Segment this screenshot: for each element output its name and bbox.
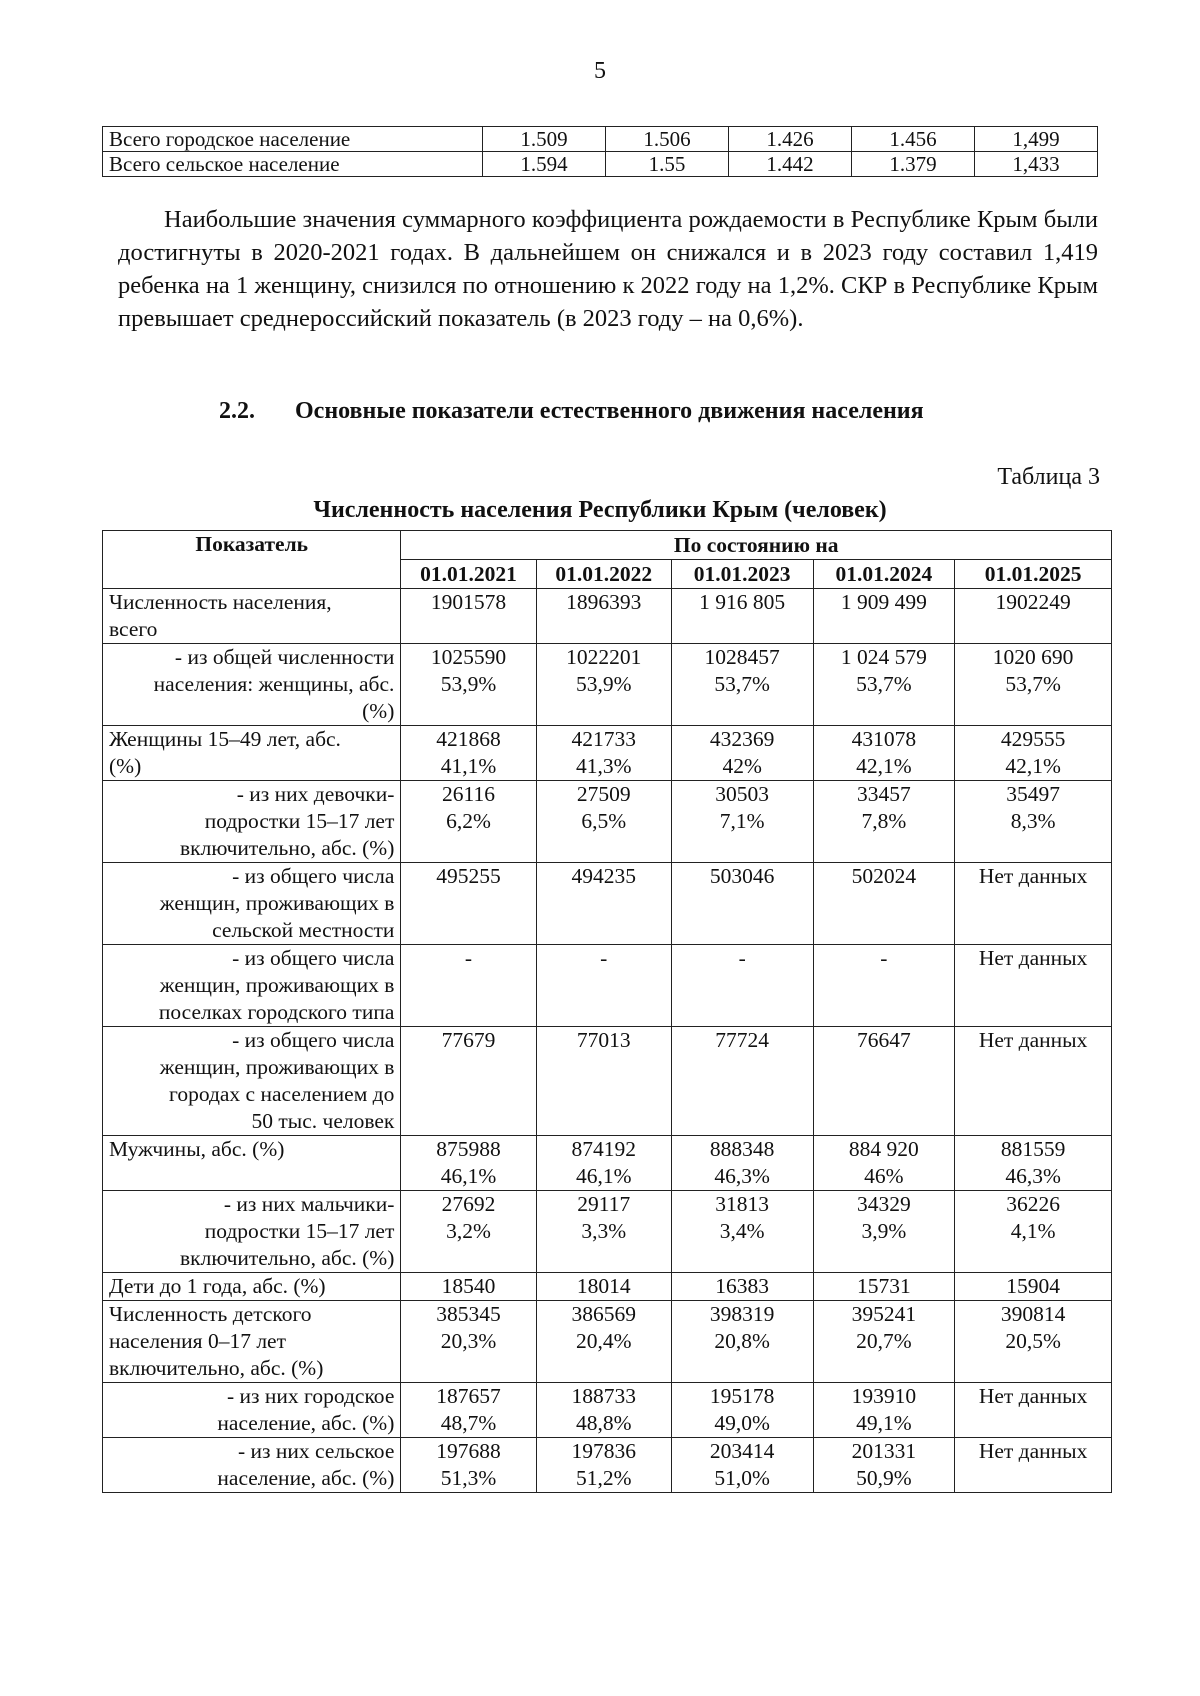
cell-value: 1901578 [430,590,507,614]
cell-value: Нет данных [978,864,1088,888]
table-cell: 1.55 [606,152,729,177]
table-cell [536,1136,671,1191]
cell-value: 395241 [851,1302,917,1326]
row-label [103,1383,401,1438]
row-label [103,1027,401,1136]
cell-value: Нет данных [978,1028,1088,1052]
row-label-line: - из общей численности [174,645,395,669]
row-label-line: сельской местности [212,918,395,942]
cell-value: 20,7% [856,1329,912,1353]
table-cell: 1.442 [729,152,852,177]
table-cell [955,589,1112,644]
row-label-line: Дети до 1 года, абс. (%) [109,1274,326,1298]
row-label-line: (%) [109,754,142,778]
cell-value: 27509 [576,782,631,806]
cell-value: 29117 [577,1192,631,1216]
table-cell [813,1301,955,1383]
table-title: Численность населения Республики Крым (человек) [313,497,887,523]
table-cell: 1,499 [975,127,1098,152]
cell-value: 50,9% [856,1466,912,1490]
table-cell [401,1301,536,1383]
cell-value: 494235 [571,864,636,888]
table-cell [401,945,536,1027]
cell-value: 201331 [851,1439,917,1463]
table-cell [671,1027,813,1136]
row-label-line: подростки 15–17 лет [204,809,395,833]
row-label [103,1438,401,1493]
cell-value: 8,3% [1010,809,1056,833]
cell-value: 46,1% [575,1164,632,1188]
row-label-line: женщин, проживающих в [159,973,395,997]
row-label-line: - из них городское [227,1384,395,1408]
table-cell [671,863,813,945]
row-label-line: женщин, проживающих в [159,1055,395,1079]
table-cell: 1,433 [975,152,1098,177]
cell-value: 51,2% [575,1466,632,1490]
table-cell [401,1273,536,1301]
cell-value: 3,9% [861,1219,907,1243]
row-label [103,1136,401,1191]
table-cell [536,781,671,863]
section-title: Основные показатели естественного движения населения [295,398,924,424]
cell-value: 888348 [709,1137,775,1161]
header-date: 01.01.2022 [536,560,671,589]
cell-value: 1 916 805 [699,590,786,614]
cell-value: 46% [864,1164,904,1188]
header-date: 01.01.2021 [401,560,536,589]
cell-value: 881559 [1000,1137,1066,1161]
cell-value: 421868 [436,727,501,751]
table-cell: 1.426 [729,127,852,152]
row-label-line: - из общего числа [232,864,395,888]
cell-value: 48,7% [440,1411,497,1435]
cell-value: 6,5% [581,809,627,833]
cell-value: 187657 [436,1384,501,1408]
cell-value: 31813 [715,1192,770,1216]
table-cell [401,1383,536,1438]
row-label [103,1273,401,1301]
table-cell [955,726,1112,781]
table-row [103,1273,1112,1301]
table-cell [536,1438,671,1493]
cell-value: 1902249 [995,590,1071,614]
cell-value: 3,4% [719,1219,765,1243]
cell-value: 51,3% [440,1466,497,1490]
cell-value: 53,7% [856,672,912,696]
table-caption: Таблица 3 [997,464,1100,490]
row-label [103,589,401,644]
header-group: По состоянию на [401,531,1112,560]
cell-value: 1022201 [566,645,642,669]
table-row [103,589,1112,644]
row-label [103,644,401,726]
table-row [103,945,1112,1027]
table-cell [536,726,671,781]
row-label-line: населения: женщины, абс. [153,672,395,696]
table-row [103,127,1098,152]
table-cell [955,1438,1112,1493]
row-label [103,1191,401,1273]
table-cell [813,1383,955,1438]
page-number: 5 [594,58,606,84]
table-cell [671,589,813,644]
cell-value: Нет данных [978,1384,1088,1408]
table-cell [536,1191,671,1273]
cell-value: - [464,946,473,970]
cell-value: 390814 [1000,1302,1066,1326]
table-cell [955,1301,1112,1383]
row-label-line: всего [109,617,158,641]
table-cell [536,863,671,945]
cell-value: 20,8% [714,1329,770,1353]
table-cell [671,1383,813,1438]
row-label-line: поселках городского типа [158,1000,395,1024]
table-cell [536,945,671,1027]
table-cell [401,726,536,781]
continued-table [102,126,1098,177]
table-cell [671,726,813,781]
cell-value: 203414 [709,1439,775,1463]
table-row [103,1301,1112,1383]
cell-value: 27692 [441,1192,496,1216]
header-date: 01.01.2024 [813,560,955,589]
cell-value: 1 024 579 [840,645,927,669]
row-label [103,781,401,863]
table-cell [813,1136,955,1191]
cell-value: Нет данных [978,946,1088,970]
table-cell [401,1136,536,1191]
cell-value: 1896393 [566,590,642,614]
table-row [103,1027,1112,1136]
row-label-line: женщин, проживающих в [159,891,395,915]
cell-value: 53,9% [575,672,632,696]
row-label [103,945,401,1027]
table-cell [813,726,955,781]
cell-value: 26116 [442,782,495,806]
table-cell [401,1438,536,1493]
cell-value: 421733 [571,727,636,751]
cell-value: 3,3% [581,1219,627,1243]
row-label [103,726,401,781]
table-cell [955,863,1112,945]
table-cell: 1.379 [852,152,975,177]
cell-value: 188733 [571,1384,636,1408]
table-cell [813,1027,955,1136]
cell-value: 36226 [1006,1192,1060,1216]
table-cell [955,945,1112,1027]
table-cell: 1.506 [606,127,729,152]
row-label-line: включительно, абс. (%) [180,1246,395,1270]
row-label-line: - из них девочки- [236,782,395,806]
table-cell [401,589,536,644]
table-cell [671,644,813,726]
cell-value: 42% [722,754,762,778]
cell-value: 874192 [571,1137,636,1161]
header-indicator: Показатель [103,531,401,589]
paragraph-text: Наибольшие значения суммарного коэффициента рождаемости в Республике Крым были достигнуты в 2020-2021 годах. В дальнейшем он снижался и в 2023 году составил 1,419 ребенка на 1 женщину, снизился по отношению к 2022 году на 1,2%. СКР в Республике Крым превышает среднероссийский показатель (в 2023 году – на 0,6%). [118,206,1098,332]
cell-value: 46,3% [1005,1164,1061,1188]
table-cell [671,1438,813,1493]
cell-value: 46,1% [440,1164,497,1188]
cell-value: 20,5% [1005,1329,1061,1353]
table-row [103,1383,1112,1438]
cell-value: 15731 [856,1274,911,1298]
table-cell [536,589,671,644]
cell-value: 42,1% [1005,754,1061,778]
table-row [103,1136,1112,1191]
cell-value: 48,8% [575,1411,632,1435]
cell-value: 20,3% [440,1329,497,1353]
row-label-line: населения 0–17 лет [109,1329,286,1353]
row-label-line: 50 тыс. человек [251,1109,395,1133]
row-label-line: - из них мальчики- [223,1192,395,1216]
cell-value: 77724 [715,1028,770,1052]
cell-value: 34329 [856,1192,911,1216]
table-row [103,152,1098,177]
cell-value: 386569 [571,1302,636,1326]
cell-value: 49,1% [856,1411,912,1435]
cell-value: 503046 [709,864,775,888]
cell-value: 18540 [441,1274,496,1298]
row-label-line: Женщины 15–49 лет, абс. [109,727,341,751]
row-label-line: (%) [362,699,395,723]
row-label-line: Мужчины, абс. (%) [109,1137,285,1161]
cell-value: 15904 [1006,1274,1060,1298]
row-label-line: подростки 15–17 лет [204,1219,395,1243]
cell-value: 77679 [441,1028,496,1052]
table-row [103,863,1112,945]
cell-value: 7,1% [719,809,765,833]
table-cell [813,1273,955,1301]
cell-value: 76647 [856,1028,911,1052]
cell-value: 42,1% [856,754,912,778]
cell-value: 1028457 [704,645,780,669]
table-cell: 1.594 [483,152,606,177]
cell-value: 3,2% [446,1219,491,1243]
table-cell: 1.456 [852,127,975,152]
table-cell [536,1301,671,1383]
cell-value: 1 909 499 [840,590,927,614]
cell-value: 495255 [436,864,501,888]
cell-value: 20,4% [575,1329,632,1353]
table-cell [671,1273,813,1301]
table-cell [671,1301,813,1383]
table-row [103,1191,1112,1273]
row-label: Всего городское население [103,127,483,152]
table-cell [813,781,955,863]
table-cell [955,1383,1112,1438]
cell-value: 197688 [436,1439,501,1463]
table-cell [401,781,536,863]
row-label-line: Численность населения, [109,590,332,614]
cell-value: 1025590 [430,645,507,669]
table-cell [401,644,536,726]
cell-value: 18014 [576,1274,631,1298]
table-cell [401,1027,536,1136]
table-cell [813,644,955,726]
cell-value: 6,2% [446,809,491,833]
table-cell [955,1136,1112,1191]
cell-value: 398319 [709,1302,775,1326]
table-cell [813,1191,955,1273]
table-cell [813,589,955,644]
cell-value: - [738,946,746,970]
table-cell [955,1027,1112,1136]
table-row [103,1438,1112,1493]
table-cell [813,863,955,945]
cell-value: 429555 [1000,727,1066,751]
cell-value: - [880,946,888,970]
cell-value: 30503 [715,782,770,806]
row-label-line: городах с населением до [169,1082,395,1106]
section-heading [219,398,924,425]
row-label: Всего сельское население [103,152,483,177]
table-header-row [103,531,1112,560]
table-cell [536,1273,671,1301]
cell-value: 432369 [709,727,775,751]
table-cell [671,945,813,1027]
row-label [103,1301,401,1383]
header-date: 01.01.2023 [671,560,813,589]
table-cell [955,1191,1112,1273]
table-cell [955,1273,1112,1301]
body-paragraph [118,203,1098,335]
row-label-line: включительно, абс. (%) [109,1356,324,1380]
table-cell [671,781,813,863]
cell-value: 35497 [1006,782,1060,806]
table-cell [401,863,536,945]
table-cell [536,1383,671,1438]
row-label-line: население, абс. (%) [217,1466,395,1490]
cell-value: 51,0% [714,1466,770,1490]
cell-value: 16383 [715,1274,770,1298]
table-row [103,644,1112,726]
cell-value: 53,7% [1005,672,1061,696]
cell-value: 41,1% [440,754,497,778]
cell-value: 195178 [709,1384,775,1408]
row-label-line: - из общего числа [232,1028,395,1052]
table-cell [671,1191,813,1273]
cell-value: 884 920 [848,1137,919,1161]
section-number: 2.2. [219,398,255,424]
cell-value: 4,1% [1010,1219,1056,1243]
table-cell: 1.509 [483,127,606,152]
table-cell [813,1438,955,1493]
table-cell [671,1136,813,1191]
table-row [103,781,1112,863]
row-label-line: включительно, абс. (%) [180,836,395,860]
population-table [102,530,1112,1493]
cell-value: 875988 [436,1137,501,1161]
table-cell [955,644,1112,726]
cell-value: 41,3% [575,754,632,778]
cell-value: 7,8% [861,809,907,833]
cell-value: - [600,946,608,970]
cell-value: 33457 [856,782,911,806]
cell-value: 431078 [851,727,917,751]
row-label-line: - из общего числа [232,946,395,970]
table-cell [955,781,1112,863]
cell-value: Нет данных [978,1439,1088,1463]
header-date: 01.01.2025 [955,560,1112,589]
row-label [103,863,401,945]
table-cell [813,945,955,1027]
row-label-line: население, абс. (%) [217,1411,395,1435]
cell-value: 385345 [436,1302,501,1326]
cell-value: 53,7% [714,672,770,696]
cell-value: 46,3% [714,1164,770,1188]
cell-value: 49,0% [714,1411,770,1435]
table-cell [401,1191,536,1273]
table-cell [536,644,671,726]
cell-value: 77013 [576,1028,631,1052]
cell-value: 193910 [851,1384,917,1408]
row-label-line: Численность детского [109,1302,312,1326]
table-row [103,726,1112,781]
row-label-line: - из них сельское [237,1439,395,1463]
cell-value: 502024 [851,864,917,888]
table-cell [536,1027,671,1136]
cell-value: 53,9% [440,672,497,696]
cell-value: 1020 690 [992,645,1074,669]
cell-value: 197836 [571,1439,636,1463]
